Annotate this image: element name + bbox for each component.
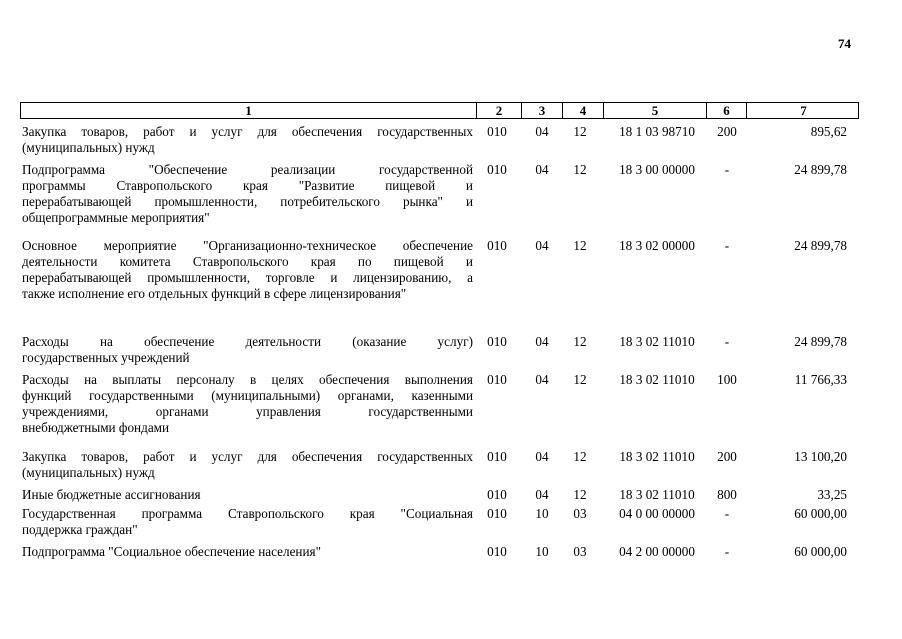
row-name-line: перерабатывающей промышленности, потребительского рынка" и <box>22 194 473 209</box>
row-name-line: (муниципальных) нужд <box>22 140 155 155</box>
row-expense-type: 100 <box>717 372 737 387</box>
row-section: 04 <box>535 449 549 464</box>
row-code: 010 <box>487 238 507 253</box>
row-target-article: 18 3 02 11010 <box>619 487 695 502</box>
row-amount: 895,62 <box>810 124 847 139</box>
row-section: 04 <box>535 238 549 253</box>
row-amount: 60 000,00 <box>794 544 847 559</box>
row-code: 010 <box>487 544 507 559</box>
row-target-article: 18 3 00 00000 <box>619 162 695 177</box>
row-name <box>22 334 473 366</box>
row-code: 010 <box>487 162 507 177</box>
row-name-line: общепрограммные мероприятия" <box>22 210 210 225</box>
row-code: 010 <box>487 506 507 521</box>
row-subsection: 12 <box>573 238 587 253</box>
table-header <box>20 102 859 119</box>
header-col-1: 1 <box>245 103 252 118</box>
row-name-line: Подпрограмма "Обеспечение реализации государственной <box>22 162 473 177</box>
row-expense-type: 800 <box>717 487 737 502</box>
row-section: 10 <box>535 544 549 559</box>
header-col-3: 3 <box>521 103 562 118</box>
row-subsection: 03 <box>573 544 587 559</box>
row-code: 010 <box>487 449 507 464</box>
row-section: 10 <box>535 506 549 521</box>
row-name <box>22 487 473 503</box>
row-expense-type: - <box>724 506 730 521</box>
row-target-article: 04 0 00 00000 <box>619 506 695 521</box>
row-section: 04 <box>535 124 549 139</box>
row-expense-type: 200 <box>717 449 737 464</box>
row-name-line: Расходы на выплаты персоналу в целях обеспечения выполнения <box>22 372 473 387</box>
row-name-line: поддержка граждан" <box>22 522 138 537</box>
row-name-line: учреждениями, органами управления государственными <box>22 404 473 419</box>
row-name-line: программы Ставропольского края "Развитие пищевой и <box>22 178 473 193</box>
row-name <box>22 544 473 560</box>
row-name <box>22 372 473 436</box>
row-section: 04 <box>535 487 549 502</box>
row-amount: 24 899,78 <box>794 238 847 253</box>
row-code: 010 <box>487 487 507 502</box>
row-name <box>22 124 473 156</box>
row-subsection: 12 <box>573 162 587 177</box>
row-amount: 24 899,78 <box>794 334 847 349</box>
row-name <box>22 162 473 226</box>
row-amount: 60 000,00 <box>794 506 847 521</box>
row-name-line: (муниципальных) нужд <box>22 465 155 480</box>
row-code: 010 <box>487 372 507 387</box>
row-target-article: 18 3 02 00000 <box>619 238 695 253</box>
row-code: 010 <box>487 334 507 349</box>
header-col-2: 2 <box>476 103 521 118</box>
row-name-line: также исполнение его отдельных функций в сфере лицензирования" <box>22 286 407 301</box>
header-col-5: 5 <box>603 103 706 118</box>
row-expense-type: - <box>724 334 730 349</box>
row-section: 04 <box>535 372 549 387</box>
row-subsection: 12 <box>573 124 587 139</box>
row-name <box>22 238 473 302</box>
row-subsection: 12 <box>573 372 587 387</box>
row-amount: 24 899,78 <box>794 162 847 177</box>
row-subsection: 12 <box>573 334 587 349</box>
row-name-line: функций государственными (муниципальными) органами, казенными <box>22 388 473 403</box>
row-subsection: 03 <box>573 506 587 521</box>
header-col-7: 7 <box>746 103 860 118</box>
row-name-line: Иные бюджетные ассигнования <box>22 487 201 502</box>
row-name-line: Основное мероприятие "Организационно-техническое обеспечение <box>22 238 473 253</box>
row-name-line: внебюджетными фондами <box>22 420 170 435</box>
row-name-line: Закупка товаров, работ и услуг для обеспечения государственных <box>22 124 473 139</box>
page-number: 74 <box>838 36 851 51</box>
row-target-article: 18 1 03 98710 <box>619 124 695 139</box>
row-expense-type: - <box>724 162 730 177</box>
row-name-line: Закупка товаров, работ и услуг для обеспечения государственных <box>22 449 473 464</box>
row-name-line: государственных учреждений <box>22 350 190 365</box>
row-target-article: 04 2 00 00000 <box>619 544 695 559</box>
row-subsection: 12 <box>573 487 587 502</box>
row-name-line: перерабатывающей промышленности, торговле и лицензированию, а <box>22 270 473 285</box>
row-expense-type: 200 <box>717 124 737 139</box>
header-col-4: 4 <box>562 103 603 118</box>
row-expense-type: - <box>724 238 730 253</box>
row-expense-type: - <box>724 544 730 559</box>
row-subsection: 12 <box>573 449 587 464</box>
row-name-line: Государственная программа Ставропольского края "Социальная <box>22 506 473 521</box>
row-name-line: Подпрограмма "Социальное обеспечение населения" <box>22 544 321 559</box>
row-amount: 13 100,20 <box>794 449 847 464</box>
row-amount: 11 766,33 <box>794 372 847 387</box>
row-section: 04 <box>535 334 549 349</box>
row-name <box>22 449 473 481</box>
row-amount: 33,25 <box>817 487 847 502</box>
row-target-article: 18 3 02 11010 <box>619 449 695 464</box>
row-code: 010 <box>487 124 507 139</box>
row-section: 04 <box>535 162 549 177</box>
row-name-line: Расходы на обеспечение деятельности (оказание услуг) <box>22 334 473 349</box>
row-target-article: 18 3 02 11010 <box>619 372 695 387</box>
header-col-6: 6 <box>706 103 746 118</box>
row-name-line: деятельности комитета Ставропольского края по пищевой и <box>22 254 473 269</box>
row-name <box>22 506 473 538</box>
row-target-article: 18 3 02 11010 <box>619 334 695 349</box>
